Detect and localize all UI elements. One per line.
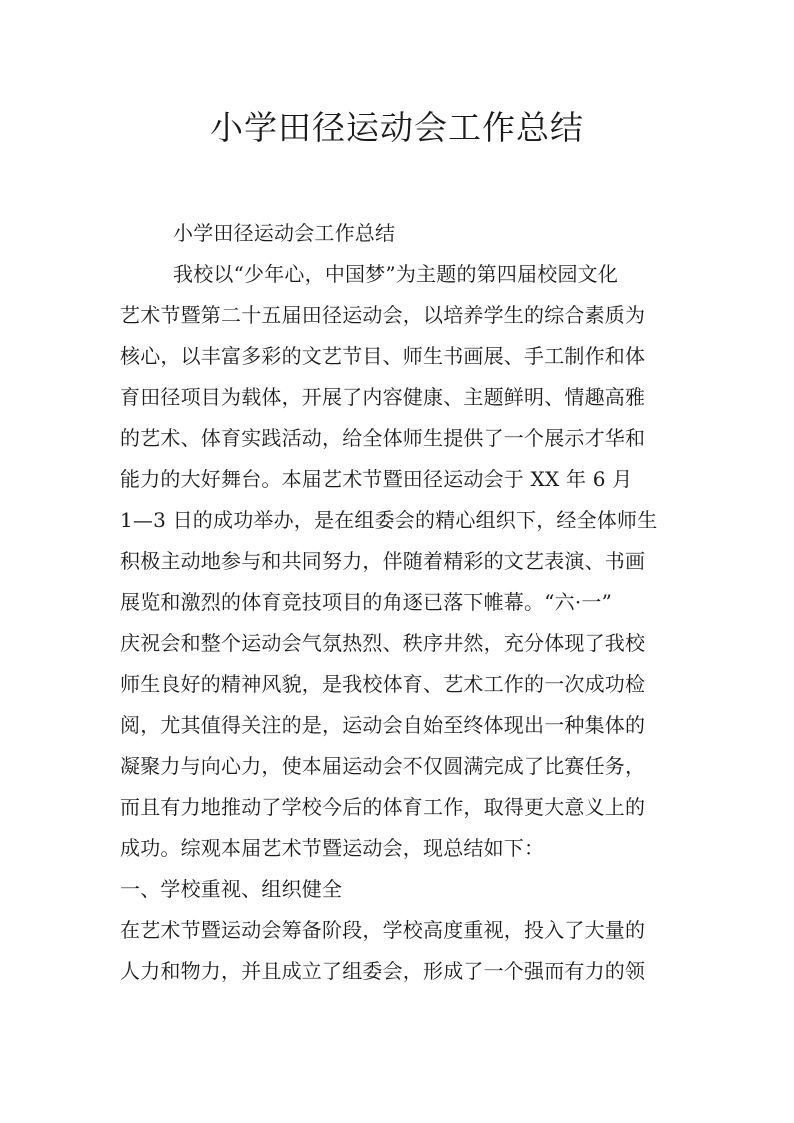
paragraph-line: 育田径项目为载体，开展了内容健康、主题鲜明、情趣高雅 [120, 385, 646, 409]
paragraph-line: 艺术节暨第二十五届田径运动会，以培养学生的综合素质为 [120, 303, 646, 327]
paragraph-line: 我校以“少年心，中国梦”为主题的第四届校园文化 [173, 262, 619, 286]
paragraph-line: 的艺术、体育实践活动，给全体师生提供了一个展示才华和 [120, 426, 646, 450]
paragraph-line: 核心，以丰富多彩的文艺节目、师生书画展、手工制作和体 [120, 344, 646, 368]
paragraph-line: 成功。综观本届艺术节暨运动会，现总结如下： [120, 836, 545, 860]
paragraph-line: 人力和物力，并且成立了组委会，形成了一个强而有力的领 [120, 959, 646, 983]
document-body [120, 213, 678, 992]
paragraph-line: 凝聚力与向心力，使本届运动会不仅圆满完成了比赛任务， [120, 754, 646, 778]
paragraph-line: 1—3 日的成功举办，是在组委会的精心组织下，经全体师生 [120, 508, 658, 532]
paragraph-line: 在艺术节暨运动会筹备阶段，学校高度重视，投入了大量的 [120, 918, 646, 942]
subtitle-line: 小学田径运动会工作总结 [173, 221, 396, 245]
paragraph-line: 而且有力地推动了学校今后的体育工作，取得更大意义上的 [120, 795, 646, 819]
paragraph-line: 积极主动地参与和共同努力，伴随着精彩的文艺表演、书画 [120, 549, 646, 573]
paragraph-line: 能力的大好舞台。本届艺术节暨田径运动会于 XX 年 6 月 [120, 467, 633, 491]
paragraph-line: 展览和激烈的体育竞技项目的角逐已落下帷幕。“六·一” [120, 590, 613, 614]
document-title: 小学田径运动会工作总结 [210, 108, 584, 147]
paragraph-line: 庆祝会和整个运动会气氛热烈、秩序井然，充分体现了我校 [120, 631, 646, 655]
section-heading: 一、学校重视、组织健全 [120, 877, 343, 901]
paragraph-line: 师生良好的精神风貌，是我校体育、艺术工作的一次成功检 [120, 672, 646, 696]
paragraph-line: 阅，尤其值得关注的是，运动会自始至终体现出一种集体的 [120, 713, 646, 737]
